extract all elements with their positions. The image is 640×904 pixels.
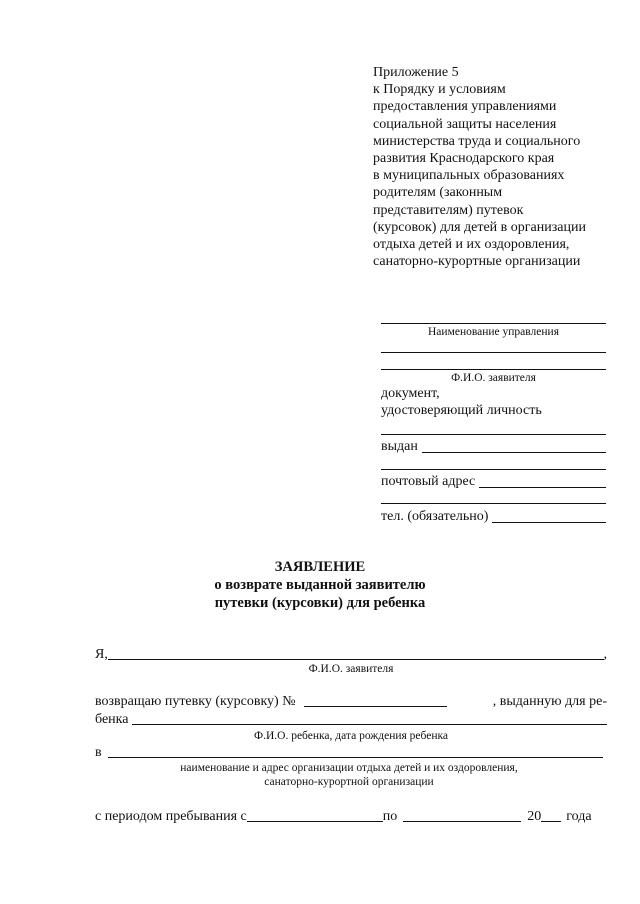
voucher-number-blank[interactable] — [304, 705, 447, 707]
document-title: ЗАЯВЛЕНИЕ — [274, 559, 366, 575]
issued-field-continued[interactable] — [381, 469, 606, 470]
issued-blank[interactable] — [422, 452, 606, 453]
child-row — [95, 710, 607, 728]
applicant-name-caption: Ф.И.О. заявителя — [308, 663, 394, 675]
comma: , — [603, 647, 607, 662]
document-label-line2: удостоверяющий личность — [381, 403, 542, 418]
appendix-line: в муниципальных образованиях — [373, 168, 565, 184]
applicant-fio-caption: Ф.И.О. заявителя — [451, 372, 536, 384]
phone-label: тел. (обязательно) — [381, 509, 489, 524]
applicant-name-row — [95, 645, 607, 663]
period-start-blank[interactable] — [247, 820, 383, 822]
child-info-caption: Ф.И.О. ребенка, дата рождения ребенка — [254, 730, 448, 742]
postal-address-field-continued[interactable] — [381, 503, 606, 504]
applicant-fio-field-2[interactable] — [381, 369, 606, 370]
appendix-line: родителям (законным — [373, 185, 503, 201]
appendix-block — [373, 64, 623, 270]
issued-label: выдан — [381, 439, 418, 454]
postal-address-label: почтовый адрес — [381, 474, 476, 489]
organization-caption-line1: наименование и адрес организации отдыха детей и их оздоровления, — [180, 762, 518, 774]
period-label: с периодом пребывания с — [95, 809, 247, 824]
appendix-line: санаторно-курортные организации — [373, 254, 581, 270]
in-label: в — [95, 745, 102, 760]
management-name-caption: Наименование управления — [428, 326, 559, 338]
i-label: Я, — [95, 647, 108, 662]
postal-address-field[interactable] — [381, 473, 606, 490]
phone-field[interactable] — [381, 508, 606, 525]
management-name-field[interactable] — [381, 323, 606, 324]
return-voucher-text: возвращаю путевку (курсовку) № — [95, 694, 296, 709]
applicant-name-blank[interactable] — [108, 659, 604, 660]
appendix-line: развития Краснодарского края — [373, 151, 555, 167]
document-label-line1: документ, — [381, 386, 440, 401]
applicant-fio-field-1[interactable] — [381, 352, 606, 353]
appendix-line: министерства труда и социального — [373, 133, 581, 149]
appendix-line: к Порядку и условиям — [373, 82, 506, 98]
appendix-line: Приложение 5 — [373, 65, 459, 80]
appendix-line: социальной защиты населения — [373, 116, 557, 132]
child-label: бенка — [95, 712, 129, 727]
stay-period-row — [95, 807, 607, 825]
appendix-line: отдыха детей и их оздоровления, — [373, 237, 570, 253]
organization-caption-line2: санаторно-курортной организации — [264, 776, 434, 788]
appendix-line: представителям) путевок — [373, 202, 524, 218]
period-end-blank[interactable] — [403, 820, 521, 822]
year-prefix: 20 — [527, 809, 542, 824]
phone-blank[interactable] — [492, 522, 606, 523]
child-info-blank[interactable] — [132, 724, 607, 725]
document-subtitle-line1: о возврате выданной заявителю — [214, 577, 426, 593]
postal-address-blank[interactable] — [479, 487, 606, 488]
identity-document-field[interactable] — [381, 434, 606, 435]
period-to-label: по — [382, 809, 398, 824]
organization-row — [95, 743, 603, 761]
voucher-row — [95, 692, 607, 710]
issued-for-text: , выданную для ре- — [492, 694, 607, 709]
document-subtitle-line2: путевки (курсовки) для ребенка — [214, 595, 426, 611]
organization-blank[interactable] — [108, 757, 603, 758]
issued-field[interactable] — [381, 438, 606, 455]
year-blank[interactable] — [541, 820, 561, 822]
appendix-line: предоставления управлениями — [373, 99, 557, 115]
appendix-line: (курсовок) для детей в организации — [373, 219, 586, 235]
year-suffix: года — [566, 809, 592, 824]
